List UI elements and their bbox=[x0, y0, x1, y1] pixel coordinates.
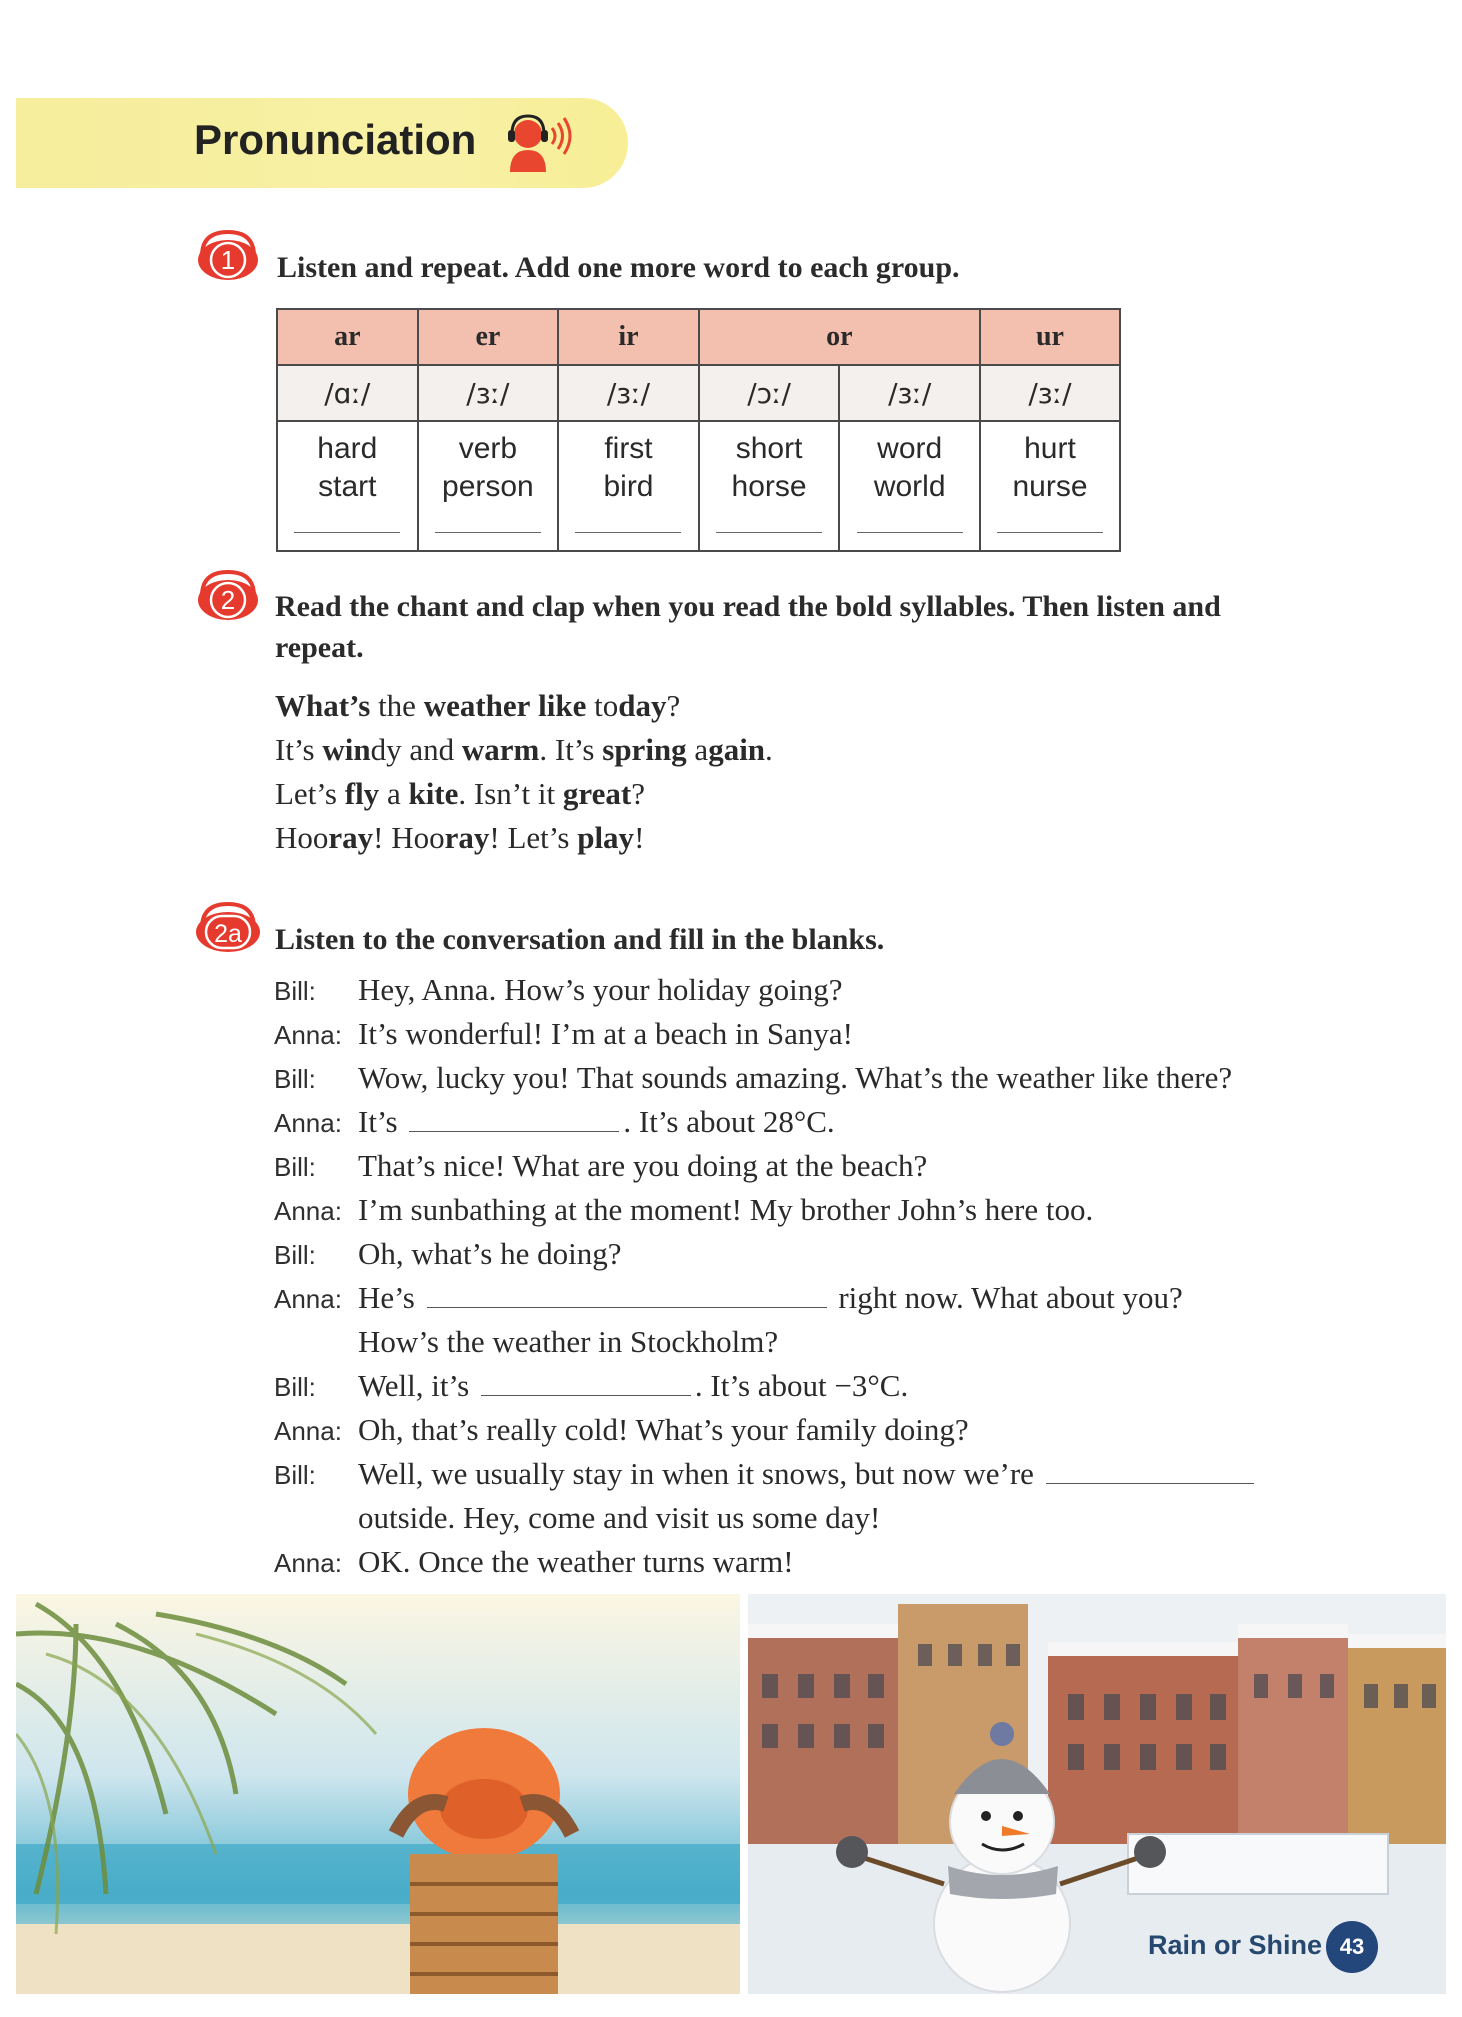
speaker-label: Bill: bbox=[274, 1240, 316, 1270]
word: bird bbox=[603, 470, 654, 503]
dialogue-line bbox=[274, 1056, 1374, 1100]
word: word bbox=[877, 432, 943, 465]
chant-text: a bbox=[686, 732, 709, 767]
dialogue-text bbox=[358, 1364, 908, 1408]
chant-text: It’s bbox=[275, 732, 323, 767]
exercise-2a-instruction: Listen to the conversation and fill in the blanks. bbox=[275, 923, 885, 956]
dialogue-segment: Oh, that’s really cold! What’s your family doing? bbox=[358, 1412, 969, 1447]
answer-blank[interactable] bbox=[294, 518, 400, 533]
section-title: Pronunciation bbox=[194, 116, 477, 163]
answer-blank[interactable] bbox=[575, 518, 681, 533]
dialogue-segment: . It’s about −3°C. bbox=[694, 1368, 909, 1403]
fill-in-blank[interactable] bbox=[409, 1107, 619, 1132]
speaker-label: Bill: bbox=[274, 1152, 316, 1182]
dialogue-segment: He’s bbox=[358, 1280, 423, 1315]
dialogue-segment: right now. What about you? bbox=[830, 1280, 1183, 1315]
word-cell bbox=[419, 422, 560, 550]
word-cell bbox=[840, 422, 981, 550]
dialogue-text bbox=[358, 1320, 778, 1364]
dialogue-segment: Hey, Anna. How’s your holiday going? bbox=[358, 972, 843, 1007]
phonetic-cell: /ɜː/ bbox=[981, 366, 1119, 422]
chant-text: Hoo bbox=[275, 820, 329, 855]
dialogue-line bbox=[274, 1452, 1374, 1496]
dialogue-text bbox=[358, 1100, 835, 1144]
dialogue-text bbox=[358, 1452, 1258, 1496]
bold-syllable: ray bbox=[444, 820, 490, 855]
beach-scene-icon bbox=[16, 1594, 740, 1994]
dialogue-line bbox=[274, 1144, 1374, 1188]
dialogue-text bbox=[358, 1188, 1093, 1232]
fill-in-blank[interactable] bbox=[427, 1283, 827, 1308]
bold-syllable: kite bbox=[408, 776, 459, 811]
chant-text: . It’s bbox=[539, 732, 603, 767]
dialogue-text bbox=[358, 1496, 880, 1540]
chant-text: dy and bbox=[370, 732, 462, 767]
speaker-label: Anna: bbox=[274, 1020, 342, 1050]
word: first bbox=[604, 432, 653, 465]
word: verb bbox=[458, 432, 518, 465]
dialogue-segment: That’s nice! What are you doing at the beach? bbox=[358, 1148, 928, 1183]
chant-text: Let’s bbox=[275, 776, 345, 811]
chant-text: ? bbox=[631, 776, 645, 811]
dialogue-segment: It’s bbox=[358, 1104, 406, 1139]
speaker-label: Anna: bbox=[274, 1108, 342, 1138]
chant bbox=[275, 684, 773, 860]
page-number-badge: 43 bbox=[1326, 1921, 1378, 1973]
answer-blank[interactable] bbox=[716, 518, 822, 533]
chant-text: ! bbox=[634, 820, 645, 855]
dialogue bbox=[274, 968, 1374, 1584]
dialogue-segment: outside. Hey, come and visit us some day! bbox=[358, 1500, 881, 1535]
chant-text: . Isn’t it bbox=[458, 776, 563, 811]
chant-text: ! Hoo bbox=[373, 820, 445, 855]
speaker-label: Bill: bbox=[274, 1460, 316, 1490]
exercise-1-instruction: Listen and repeat. Add one more word to each group. bbox=[277, 251, 960, 284]
bold-syllable: great bbox=[562, 776, 632, 811]
exercise-1-number: 1 bbox=[220, 245, 236, 275]
word: person bbox=[442, 470, 534, 503]
dialogue-segment: It’s wonderful! I’m at a beach in Sanya! bbox=[358, 1016, 853, 1051]
fill-in-blank[interactable] bbox=[481, 1371, 691, 1396]
word-cell bbox=[700, 422, 841, 550]
speaker-label: Anna: bbox=[274, 1284, 342, 1314]
phonetic-cell: /ɜː/ bbox=[419, 366, 560, 422]
chant-line bbox=[275, 772, 773, 816]
bold-syllable: play bbox=[577, 820, 635, 855]
chant-text: a bbox=[379, 776, 409, 811]
table-header-ur: ur bbox=[981, 310, 1119, 366]
unit-title: Rain or Shine bbox=[1148, 1930, 1323, 1960]
bold-syllable: warm bbox=[461, 732, 540, 767]
dialogue-segment: Wow, lucky you! That sounds amazing. What’s the weather like there? bbox=[358, 1060, 1233, 1095]
chant-line bbox=[275, 816, 773, 860]
speaker-label: Bill: bbox=[274, 976, 316, 1006]
word: hard bbox=[317, 432, 378, 465]
dialogue-segment: Well, it’s bbox=[358, 1368, 477, 1403]
listening-person-icon bbox=[500, 110, 572, 176]
chant-text bbox=[530, 688, 538, 723]
word: horse bbox=[731, 470, 807, 503]
dialogue-segment: OK. Once the weather turns warm! bbox=[358, 1544, 794, 1579]
dialogue-text bbox=[358, 1540, 794, 1584]
dialogue-text bbox=[358, 968, 842, 1012]
dialogue-text bbox=[358, 1232, 621, 1276]
bold-syllable: What’s bbox=[275, 688, 371, 723]
dialogue-segment: Well, we usually stay in when it snows, but now we’re bbox=[358, 1456, 1042, 1491]
dialogue-line bbox=[274, 1496, 1374, 1540]
speaker-label: Anna: bbox=[274, 1196, 342, 1226]
dialogue-line bbox=[274, 1320, 1374, 1364]
dialogue-text bbox=[358, 1408, 969, 1452]
speaker-label: Anna: bbox=[274, 1416, 342, 1446]
dialogue-line bbox=[274, 968, 1374, 1012]
chant-text: ? bbox=[666, 688, 681, 723]
dialogue-text bbox=[358, 1276, 1183, 1320]
dialogue-line bbox=[274, 1540, 1374, 1584]
dialogue-line bbox=[274, 1100, 1374, 1144]
answer-blank[interactable] bbox=[997, 518, 1103, 533]
exercise-2-number: 2 bbox=[220, 585, 236, 615]
exercise-2a-badge-icon bbox=[192, 898, 264, 958]
dialogue-line bbox=[274, 1364, 1374, 1408]
answer-blank[interactable] bbox=[857, 518, 963, 533]
word-cell bbox=[278, 422, 419, 550]
dialogue-line bbox=[274, 1232, 1374, 1276]
exercise-2-instruction-line1: Read the chant and clap when you read the bold syllables. Then listen and bbox=[275, 590, 1221, 623]
table-header-ir: ir bbox=[559, 310, 700, 366]
phonetic-cell: /ɔː/ bbox=[700, 366, 841, 422]
chant-text: to bbox=[586, 688, 619, 723]
exercise-2-instruction-line2: repeat. bbox=[275, 631, 364, 664]
dialogue-segment: How’s the weather in Stockholm? bbox=[358, 1324, 779, 1359]
bold-syllable: weather bbox=[423, 688, 531, 723]
bold-syllable: win bbox=[322, 732, 371, 767]
word-cell bbox=[559, 422, 700, 550]
table-header-or: or bbox=[700, 310, 981, 366]
beach-photo bbox=[16, 1594, 740, 1994]
bold-syllable: fly bbox=[344, 776, 380, 811]
table-header-ar: ar bbox=[278, 310, 419, 366]
chant-text: . bbox=[765, 732, 773, 767]
dialogue-line bbox=[274, 1012, 1374, 1056]
exercise-1-badge-icon bbox=[192, 226, 264, 286]
dialogue-segment: . It’s about 28°C. bbox=[623, 1104, 835, 1139]
word-cell bbox=[981, 422, 1119, 550]
speaker-label: Bill: bbox=[274, 1372, 316, 1402]
dialogue-text bbox=[358, 1012, 853, 1056]
chant-text: the bbox=[370, 688, 424, 723]
table-header-er: er bbox=[419, 310, 560, 366]
chant-line bbox=[275, 728, 773, 772]
dialogue-line bbox=[274, 1276, 1374, 1320]
exercise-2a-number: 2a bbox=[214, 920, 242, 948]
bold-syllable: ray bbox=[328, 820, 374, 855]
word: start bbox=[318, 470, 377, 503]
word: world bbox=[873, 470, 946, 503]
dialogue-segment: Oh, what’s he doing? bbox=[358, 1236, 622, 1271]
phonetic-cell: /ɑː/ bbox=[278, 366, 419, 422]
word: nurse bbox=[1012, 470, 1088, 503]
fill-in-blank[interactable] bbox=[1046, 1459, 1254, 1484]
exercise-2-badge-icon bbox=[192, 566, 264, 626]
dialogue-segment: I’m sunbathing at the moment! My brother John’s here too. bbox=[358, 1192, 1094, 1227]
word: short bbox=[735, 432, 803, 465]
pronunciation-table bbox=[276, 308, 1121, 552]
chant-text: ! Let’s bbox=[489, 820, 578, 855]
dialogue-text bbox=[358, 1056, 1232, 1100]
dialogue-line bbox=[274, 1408, 1374, 1452]
bold-syllable: spring bbox=[602, 732, 687, 767]
dialogue-text bbox=[358, 1144, 927, 1188]
bold-syllable: gain bbox=[708, 732, 766, 767]
speaker-label: Anna: bbox=[274, 1548, 342, 1578]
phonetic-cell: /ɜː/ bbox=[559, 366, 700, 422]
bold-syllable: day bbox=[618, 688, 667, 723]
dialogue-line bbox=[274, 1188, 1374, 1232]
chant-line bbox=[275, 684, 773, 728]
speaker-label: Bill: bbox=[274, 1064, 316, 1094]
bold-syllable: like bbox=[538, 688, 587, 723]
phonetic-cell: /ɜː/ bbox=[840, 366, 981, 422]
word: hurt bbox=[1024, 432, 1076, 465]
answer-blank[interactable] bbox=[435, 518, 541, 533]
